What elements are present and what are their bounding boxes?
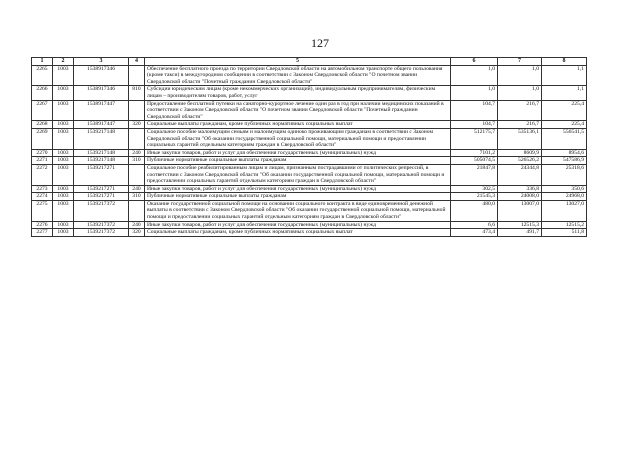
- amount-cell: 24968,0: [542, 193, 587, 201]
- column-header: 3: [74, 58, 129, 66]
- table-row: [32, 164, 587, 185]
- description-cell: Социальные выплаты гражданам, кроме публичных нормативных социальных выплат: [145, 229, 451, 237]
- expense-type-cell: 320: [129, 229, 145, 237]
- amount-cell: 12515,2: [542, 221, 587, 229]
- table-row: [32, 149, 587, 157]
- description-cell: Публичные нормативные социальные выплаты гражданам: [145, 157, 451, 165]
- expense-type-cell: 310: [129, 157, 145, 165]
- table-row: [32, 100, 587, 121]
- amount-cell: 1,0: [451, 86, 498, 100]
- amount-cell: 6,6: [451, 221, 498, 229]
- amount-cell: 225,4: [542, 121, 587, 129]
- table-row: [32, 157, 587, 165]
- section-code-cell: 1003: [53, 229, 74, 237]
- expense-type-cell: [129, 128, 145, 149]
- description-cell: Социальное пособие малоимущим семьям и малоимущим одиноко проживающим гражданам в соответствии с Законом Свердловской области "Об оказании государственной социальной помощи, материальной помощи и предоставлении социальных гарантий отдельным категориям граждан в Свердловской области": [145, 128, 451, 149]
- target-article-cell: 1539217372: [74, 221, 129, 229]
- target-article-cell: 1539217271: [74, 193, 129, 201]
- table-row: [32, 185, 587, 193]
- amount-cell: 491,7: [498, 229, 542, 237]
- amount-cell: 1,1: [542, 86, 587, 100]
- row-number-cell: 2270: [32, 149, 53, 157]
- description-cell: Социальное пособие реабилитированным лицам и лицам, признанным пострадавшими от политических репрессий, в соответствии с Законом Свердловской области "Об оказании государственной социальной помощи, материальной помощи и предоставлении социальных гарантий отдельным категориям граждан в Свердловской области": [145, 164, 451, 185]
- amount-cell: 104,7: [451, 100, 498, 121]
- column-header: 5: [145, 58, 451, 66]
- target-article-cell: 1539217372: [74, 200, 129, 221]
- table-row: [32, 86, 587, 100]
- amount-cell: 13027,0: [542, 200, 587, 221]
- target-article-cell: 1538917346: [74, 65, 129, 86]
- amount-cell: 526526,2: [498, 157, 542, 165]
- table-row: [32, 121, 587, 129]
- section-code-cell: 1003: [53, 164, 74, 185]
- expense-type-cell: [129, 164, 145, 185]
- amount-cell: 1,0: [451, 65, 498, 86]
- description-cell: Иные закупки товаров, работ и услуг для обеспечения государственных (муниципальных) нужд: [145, 149, 451, 157]
- description-cell: Оказание государственной социальной помощи на основании социального контракта в виде единовременной денежной выплаты в соответствии с Законом Свердловской области "Об оказании государственной социальной помощи, материальной помощи и предоставлении социальных гарантий отдельным категориям граждан в Свердловской области": [145, 200, 451, 221]
- table-body: [32, 65, 587, 236]
- row-number-cell: 2268: [32, 121, 53, 129]
- amount-cell: 12515,3: [498, 221, 542, 229]
- target-article-cell: 1539217271: [74, 164, 129, 185]
- target-article-cell: 1539217372: [74, 229, 129, 237]
- section-code-cell: 1003: [53, 128, 74, 149]
- row-number-cell: 2271: [32, 157, 53, 165]
- table-row: [32, 221, 587, 229]
- expense-type-cell: 310: [129, 193, 145, 201]
- row-number-cell: 2277: [32, 229, 53, 237]
- amount-cell: 512175,7: [451, 128, 498, 149]
- table-row: [32, 229, 587, 237]
- row-number-cell: 2275: [32, 200, 53, 221]
- table-row: [32, 128, 587, 149]
- amount-cell: 350,6: [542, 185, 587, 193]
- amount-cell: 1,0: [498, 86, 542, 100]
- amount-cell: 216,7: [498, 100, 542, 121]
- expense-type-cell: 240: [129, 185, 145, 193]
- section-code-cell: 1003: [53, 157, 74, 165]
- amount-cell: 7101,2: [451, 149, 498, 157]
- target-article-cell: 1538917447: [74, 100, 129, 121]
- expense-type-cell: 240: [129, 149, 145, 157]
- amount-cell: 556541,5: [542, 128, 587, 149]
- amount-cell: 473,4: [451, 229, 498, 237]
- row-number-cell: 2273: [32, 185, 53, 193]
- amount-cell: 104,7: [451, 121, 498, 129]
- amount-cell: 302,5: [451, 185, 498, 193]
- column-header: 4: [129, 58, 145, 66]
- column-header: 1: [32, 58, 53, 66]
- page-number: 127: [311, 36, 329, 50]
- amount-cell: 24008,0: [498, 193, 542, 201]
- column-header: 6: [451, 58, 498, 66]
- amount-cell: 336,8: [498, 185, 542, 193]
- amount-cell: 225,4: [542, 100, 587, 121]
- row-number-cell: 2267: [32, 100, 53, 121]
- target-article-cell: 1538917346: [74, 86, 129, 100]
- description-cell: Иные закупки товаров, работ и услуг для обеспечения государственных (муниципальных) нужд: [145, 221, 451, 229]
- target-article-cell: 1538917447: [74, 121, 129, 129]
- section-code-cell: 1003: [53, 86, 74, 100]
- expense-type-cell: [129, 100, 145, 121]
- row-number-cell: 2274: [32, 193, 53, 201]
- amount-cell: 8609,9: [498, 149, 542, 157]
- amount-cell: 505074,5: [451, 157, 498, 165]
- row-number-cell: 2272: [32, 164, 53, 185]
- amount-cell: 1,0: [498, 65, 542, 86]
- amount-cell: 480,0: [451, 200, 498, 221]
- amount-cell: 21847,8: [451, 164, 498, 185]
- target-article-cell: 1539217148: [74, 128, 129, 149]
- row-number-cell: 2276: [32, 221, 53, 229]
- description-cell: Предоставление бесплатной путевки на санаторно-курортное лечение один раз в год при наличии медицинских показаний в соответствии с Законом Свердловской области "О почетном звании Свердловской области "Почетный гражданин Свердловской области": [145, 100, 451, 121]
- column-header: 2: [53, 58, 74, 66]
- column-header: 7: [498, 58, 542, 66]
- amount-cell: 1,1: [542, 65, 587, 86]
- section-code-cell: 1003: [53, 200, 74, 221]
- section-code-cell: 1003: [53, 65, 74, 86]
- section-code-cell: 1003: [53, 221, 74, 229]
- row-number-cell: 2265: [32, 65, 53, 86]
- amount-cell: 511,8: [542, 229, 587, 237]
- expense-type-cell: [129, 65, 145, 86]
- description-cell: Социальные выплаты гражданам, кроме публичных нормативных социальных выплат: [145, 121, 451, 129]
- section-code-cell: 1003: [53, 100, 74, 121]
- row-number-cell: 2266: [32, 86, 53, 100]
- target-article-cell: 1539217148: [74, 149, 129, 157]
- target-article-cell: 1539217148: [74, 157, 129, 165]
- header-row: [32, 58, 587, 66]
- budget-table: [31, 57, 587, 237]
- expense-type-cell: 240: [129, 221, 145, 229]
- section-code-cell: 1003: [53, 185, 74, 193]
- description-cell: Иные закупки товаров, работ и услуг для обеспечения государственных (муниципальных) нужд: [145, 185, 451, 193]
- expense-type-cell: 810: [129, 86, 145, 100]
- table-row: [32, 200, 587, 221]
- amount-cell: 24344,8: [498, 164, 542, 185]
- section-code-cell: 1003: [53, 121, 74, 129]
- table-row: [32, 193, 587, 201]
- amount-cell: 535136,1: [498, 128, 542, 149]
- section-code-cell: 1003: [53, 149, 74, 157]
- row-number-cell: 2269: [32, 128, 53, 149]
- amount-cell: 547586,9: [542, 157, 587, 165]
- target-article-cell: 1539217271: [74, 185, 129, 193]
- amount-cell: 25318,6: [542, 164, 587, 185]
- expense-type-cell: 320: [129, 121, 145, 129]
- amount-cell: 13007,0: [498, 200, 542, 221]
- table-row: [32, 65, 587, 86]
- description-cell: Обеспечение бесплатного проезда по территории Свердловской области на автомобильном транспорте общего пользования (кроме такси) в междугородном сообщении в соответствии с Законом Свердловской области "О почетном звании Свердловской области "Почетный гражданин Свердловской области": [145, 65, 451, 86]
- description-cell: Публичные нормативные социальные выплаты гражданам: [145, 193, 451, 201]
- expense-type-cell: [129, 200, 145, 221]
- description-cell: Субсидии юридическим лицам (кроме некоммерческих организаций), индивидуальным предпринимателям, физическим лицам – производителям товаров, работ, услуг: [145, 86, 451, 100]
- amount-cell: 21545,3: [451, 193, 498, 201]
- column-header: 8: [542, 58, 587, 66]
- amount-cell: 8954,6: [542, 149, 587, 157]
- section-code-cell: 1003: [53, 193, 74, 201]
- amount-cell: 216,7: [498, 121, 542, 129]
